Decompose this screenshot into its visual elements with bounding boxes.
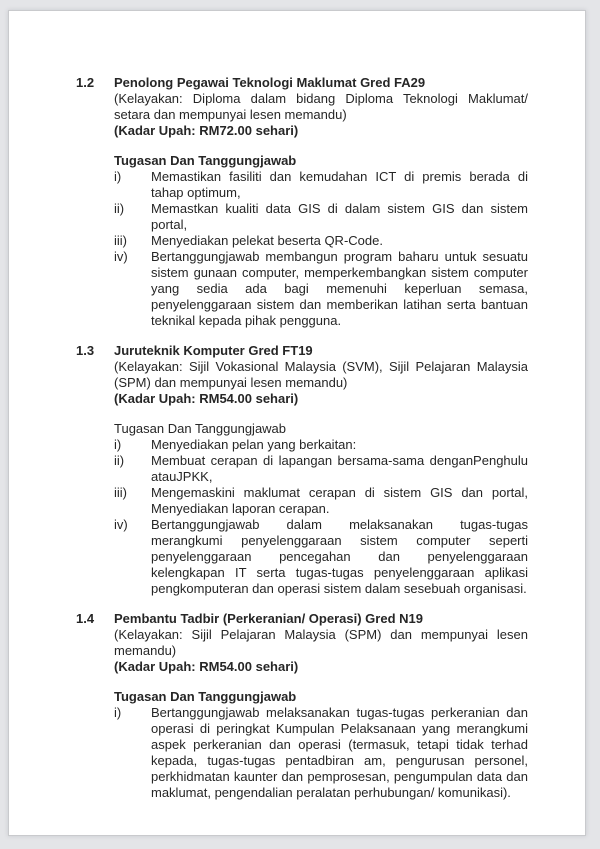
duties-heading: Tugasan Dan Tanggungjawab xyxy=(114,689,297,704)
job-rate: (Kadar Upah: RM54.00 sehari) xyxy=(114,659,299,674)
duty-item xyxy=(114,233,528,249)
job-section xyxy=(76,75,528,329)
duty-item xyxy=(114,517,528,597)
document-content xyxy=(76,75,528,815)
job-rate: (Kadar Upah: RM72.00 sehari) xyxy=(114,123,299,138)
duty-text: Bertanggungjawab dalam melaksanakan tugas-tugas merangkumi penyelenggaraan sistem computer seperti penyelenggaraan pencegahan dan penyelenggaraan kelengkapan IT serta tugas-tugas penyelenggaraan aplikasi pengkomputeran dan operasi sistem dalam sesebuah organisasi. xyxy=(151,517,528,596)
job-qualification: (Kelayakan: Diploma dalam bidang Diploma Teknologi Maklumat/ setara dan mempunyai lesen memandu) xyxy=(114,91,528,122)
duty-marker: iii) xyxy=(114,485,127,500)
job-title: Juruteknik Komputer Gred FT19 xyxy=(114,343,313,358)
job-section xyxy=(76,611,528,801)
duty-marker: i) xyxy=(114,437,122,452)
duty-text: Memastikan fasiliti dan kemudahan ICT di premis berada di tahap optimum, xyxy=(151,169,528,200)
duty-item xyxy=(114,201,528,233)
duty-item xyxy=(114,437,528,453)
duty-marker: i) xyxy=(114,705,122,720)
section-number: 1.3 xyxy=(76,343,95,358)
duty-text: Bertanggungjawab membangun program baharu untuk sesuatu sistem gunaan computer, memperkembangkan sistem computer yang sedia ada bagi memenuhi keperluan semasa, penyelenggaraan sistem dan memberikan latihan serta bantuan teknikal kepada pihak pengguna. xyxy=(151,249,528,328)
duty-text: Memastkan kualiti data GIS di dalam sistem GIS dan sistem portal, xyxy=(151,201,528,232)
duty-item xyxy=(114,249,528,329)
document-page xyxy=(8,10,586,836)
duty-marker: iii) xyxy=(114,233,127,248)
duties-heading: Tugasan Dan Tanggungjawab xyxy=(114,153,297,168)
duty-marker: iv) xyxy=(114,517,128,532)
duty-marker: i) xyxy=(114,169,122,184)
section-body xyxy=(114,343,528,597)
duty-marker: iv) xyxy=(114,249,128,264)
duty-item xyxy=(114,169,528,201)
job-rate: (Kadar Upah: RM54.00 sehari) xyxy=(114,391,299,406)
section-body xyxy=(114,611,528,801)
duty-text: Menyediakan pelan yang berkaitan: xyxy=(151,437,357,452)
duty-item xyxy=(114,485,528,517)
job-title: Penolong Pegawai Teknologi Maklumat Gred FA29 xyxy=(114,75,426,90)
duty-text: Menyediakan pelekat beserta QR-Code. xyxy=(151,233,383,248)
section-body xyxy=(114,75,528,329)
section-number: 1.2 xyxy=(76,75,95,90)
job-qualification: (Kelayakan: Sijil Vokasional Malaysia (SVM), Sijil Pelajaran Malaysia (SPM) dan mempunyai lesen memandu) xyxy=(114,359,528,390)
duty-marker: ii) xyxy=(114,453,125,468)
duty-text: Mengemaskini maklumat cerapan di sistem GIS dan portal, Menyediakan laporan cerapan. xyxy=(151,485,528,516)
job-qualification: (Kelayakan: Sijil Pelajaran Malaysia (SPM) dan mempunyai lesen memandu) xyxy=(114,627,528,658)
duty-item xyxy=(114,453,528,485)
section-number: 1.4 xyxy=(76,611,95,626)
job-section xyxy=(76,343,528,597)
duty-marker: ii) xyxy=(114,201,125,216)
duties-heading: Tugasan Dan Tanggungjawab xyxy=(114,421,287,436)
duty-item xyxy=(114,705,528,801)
duty-text: Bertanggungjawab melaksanakan tugas-tugas perkeranian dan operasi di peringkat Kumpulan Pelaksanaan yang merangkumi aspek perkeranian dan operasi (termasuk, tetapi tidak terhad kepada, tugas-tugas pentadbiran am, pengurusan personel, perkhidmatan kaunter dan pemprosesan, pengumpulan data dan maklumat, pengendalian peralatan perhubungan/ komunikasi). xyxy=(151,705,528,800)
duty-text: Membuat cerapan di lapangan bersama-sama denganPenghulu atauJPKK, xyxy=(151,453,528,484)
job-title: Pembantu Tadbir (Perkeranian/ Operasi) Gred N19 xyxy=(114,611,423,626)
